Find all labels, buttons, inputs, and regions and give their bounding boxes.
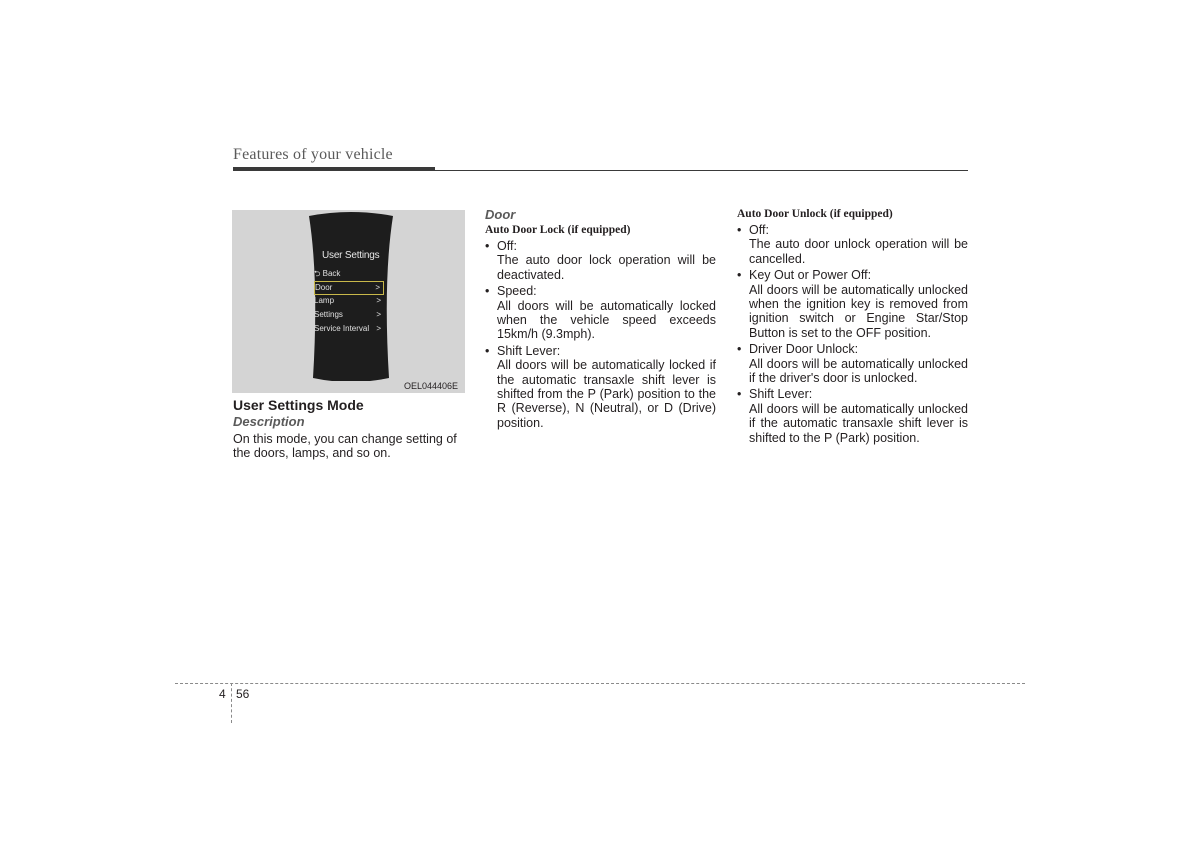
figure-code: OEL044406E	[404, 381, 459, 391]
list-item	[737, 223, 968, 266]
list-item	[485, 344, 716, 430]
bullet-icon: •	[485, 239, 490, 253]
list-item	[737, 342, 968, 385]
menu-item-label: ⮌ Back	[314, 269, 341, 278]
bullet-icon: •	[485, 284, 490, 299]
list-item-desc: The auto door lock operation will be deactivated.	[497, 253, 716, 282]
list-item-desc: All doors will be automatically unlocked if the driver's door is unlocked.	[749, 356, 968, 386]
menu-item-service-interval	[314, 323, 384, 335]
auto-door-lock-list	[485, 239, 716, 432]
list-item	[737, 387, 968, 445]
menu-item-door	[314, 281, 384, 295]
page-number: 56	[236, 687, 250, 701]
chevron-right-icon: >	[376, 296, 381, 305]
menu-item-lamp	[314, 295, 384, 307]
menu-item-back	[314, 268, 384, 280]
list-item	[485, 284, 716, 342]
bullet-icon: •	[485, 343, 490, 358]
page-header-title: Features of your vehicle	[233, 146, 393, 163]
door-subheading: Door	[485, 207, 516, 222]
bullet-icon: •	[737, 268, 742, 283]
list-item-desc: All doors will be automatically unlocked if the automatic transaxle shift lever is shifted to the P (Park) position.	[749, 401, 968, 445]
description-subheading: Description	[233, 414, 305, 429]
chevron-right-icon: >	[375, 283, 380, 292]
chapter-number: 4	[219, 687, 226, 701]
menu-item-label: Lamp	[314, 296, 335, 305]
auto-door-lock-heading: Auto Door Lock (if equipped)	[485, 224, 631, 236]
list-item-term: Shift Lever:	[749, 387, 813, 402]
screen-title: User Settings	[322, 250, 380, 261]
list-item-desc: All doors will be automatically unlocked when the ignition key is removed from ignition switch or Engine Star/Stop Button is set to the OFF position.	[749, 282, 968, 340]
list-item-term: Driver Door Unlock:	[749, 342, 859, 357]
menu-item-label: Settings	[314, 310, 343, 319]
chevron-right-icon: >	[376, 324, 381, 333]
header-rule-accent	[233, 167, 435, 171]
auto-door-unlock-list	[737, 223, 968, 447]
menu-item-label: Door	[315, 283, 333, 292]
list-item-term: Off:	[497, 239, 517, 253]
list-item-term: Key Out or Power Off:	[749, 268, 872, 283]
user-settings-figure	[232, 210, 465, 393]
footer-divider	[231, 683, 232, 723]
list-item-desc: The auto door unlock operation will be cancelled.	[749, 237, 968, 266]
section-title: User Settings Mode	[233, 397, 364, 413]
bullet-icon: •	[737, 387, 742, 402]
menu-item-label: Service Interval	[314, 324, 370, 333]
list-item-desc: All doors will be automatically locked when the vehicle speed exceeds 15km/h (9.3mph).	[497, 298, 716, 342]
bullet-icon: •	[737, 342, 742, 357]
chevron-right-icon: >	[376, 310, 381, 319]
auto-door-unlock-heading: Auto Door Unlock (if equipped)	[737, 208, 893, 220]
list-item-term: Off:	[749, 223, 769, 237]
menu-item-settings	[314, 309, 384, 321]
list-item	[485, 239, 716, 282]
description-text: On this mode, you can change setting of the doors, lamps, and so on.	[233, 432, 457, 461]
footer-rule	[175, 683, 1025, 684]
list-item-term: Speed:	[497, 284, 537, 299]
bullet-icon: •	[737, 223, 742, 237]
list-item-desc: All doors will be automatically locked if the automatic transaxle shift lever is shifted from the P (Park) position to the R (Reverse), N (Neutral), or D (Drive) position.	[497, 358, 716, 430]
list-item	[737, 268, 968, 340]
list-item-term: Shift Lever:	[497, 343, 561, 358]
